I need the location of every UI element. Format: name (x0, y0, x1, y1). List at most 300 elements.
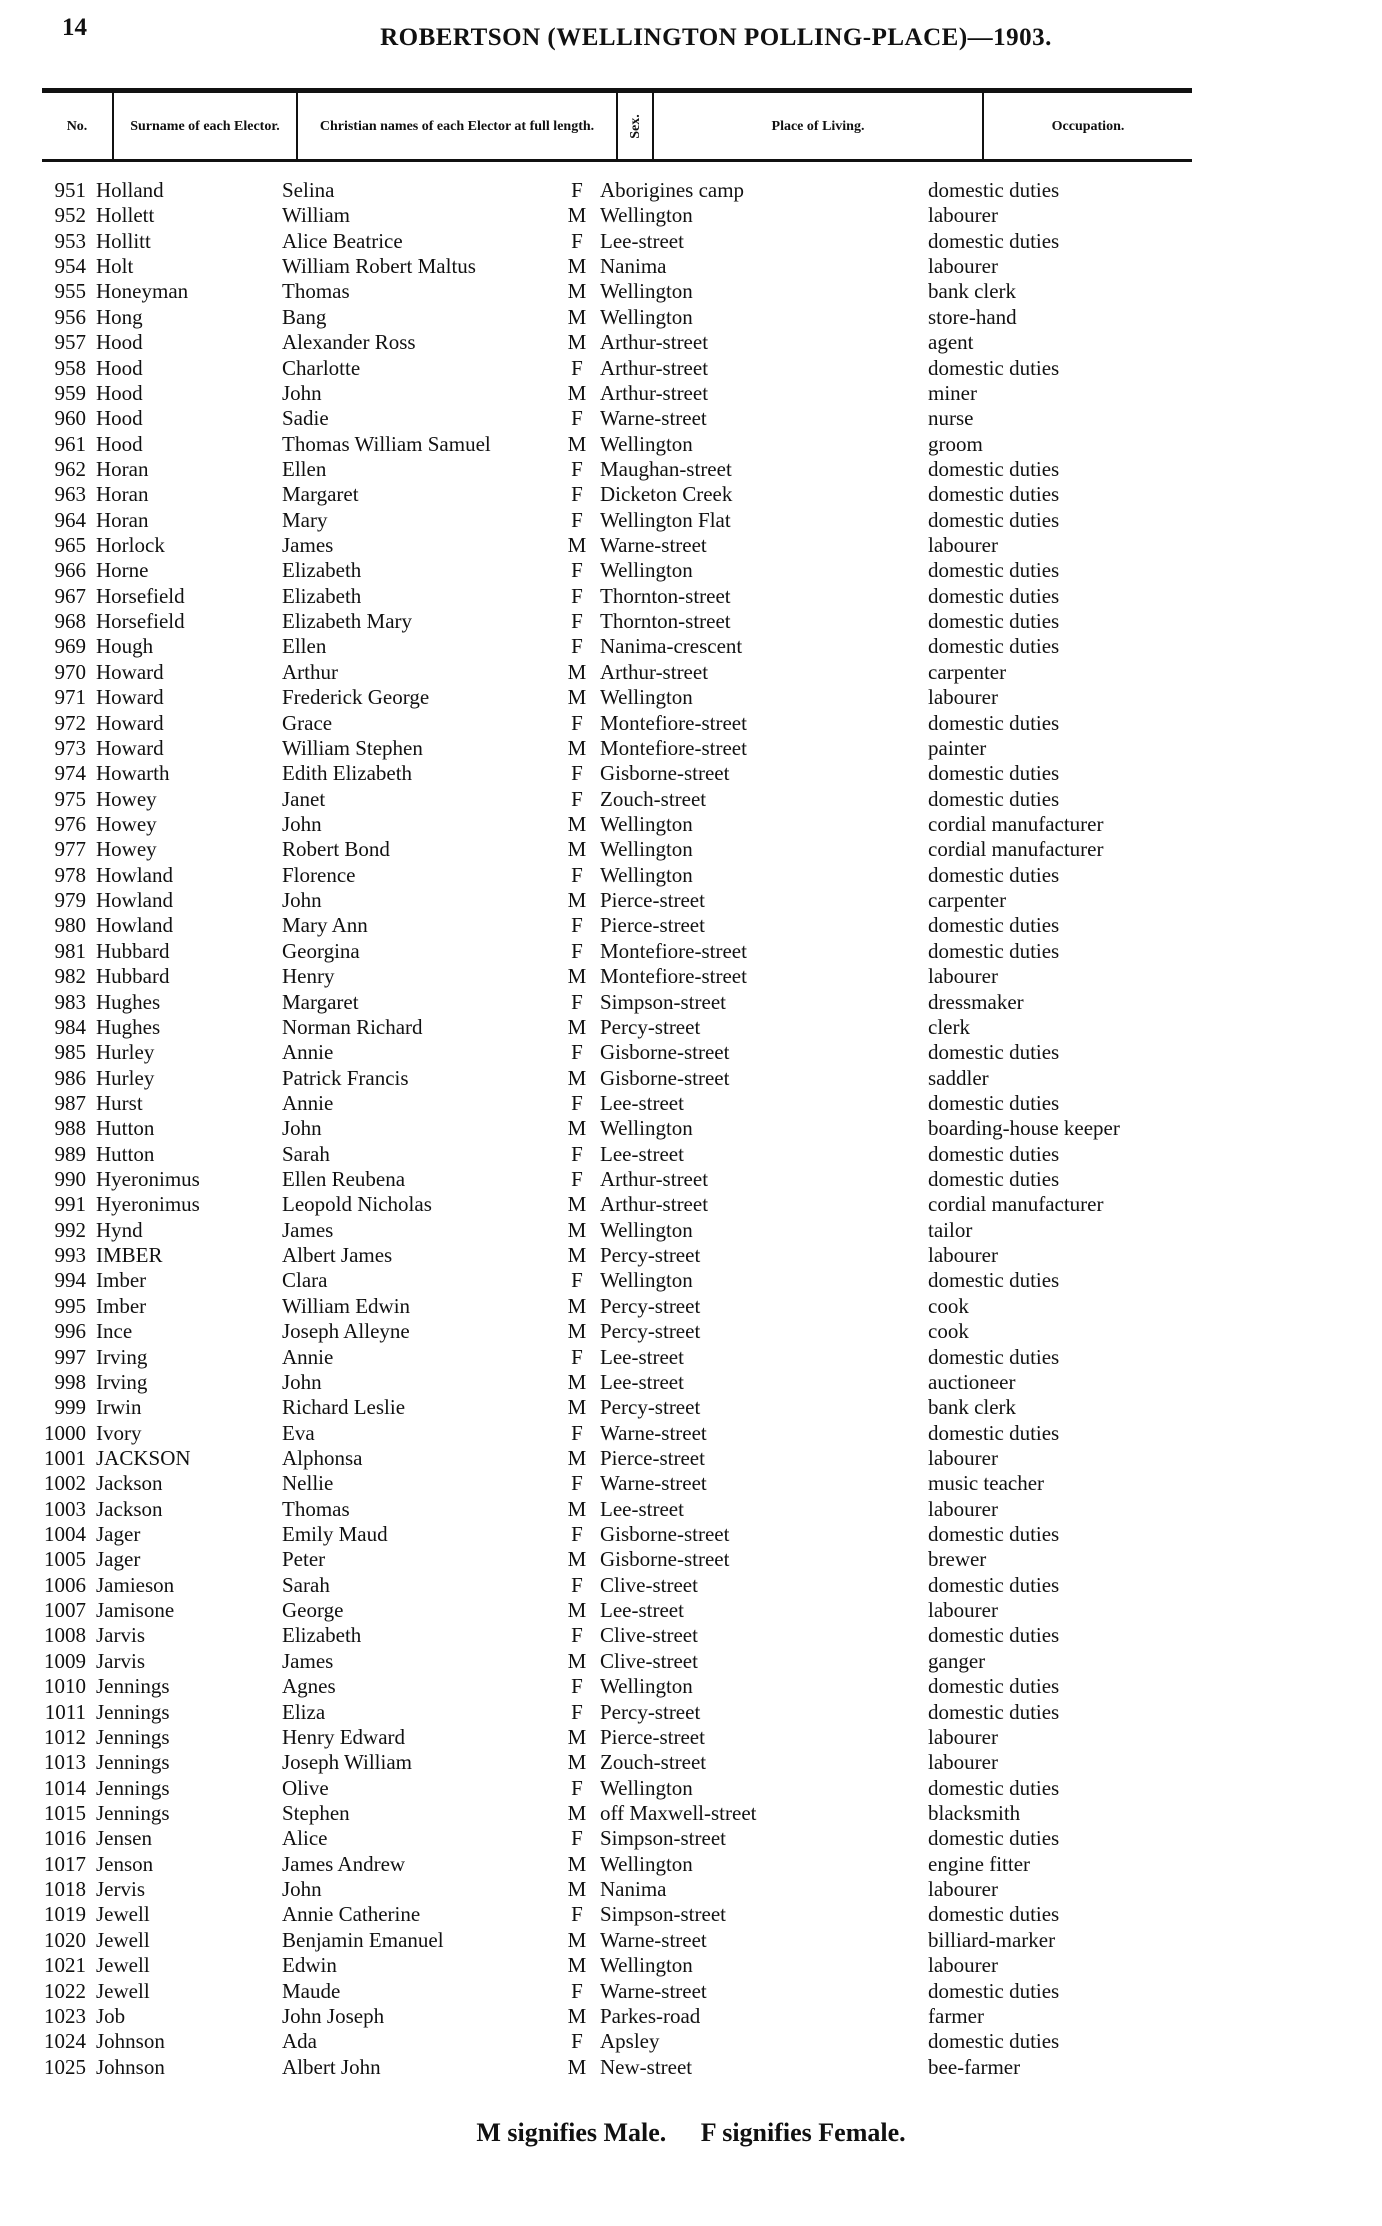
elector-number: 1011 (44, 1699, 86, 1724)
elector-sex: F (571, 558, 583, 583)
elector-occupation: carpenter (928, 659, 1007, 684)
elector-surname: IMBER (96, 1243, 163, 1268)
table-row (0, 1345, 1382, 1370)
elector-place: Wellington (600, 304, 693, 329)
elector-christian-names: Annie (282, 1090, 334, 1115)
elector-place: Gisborne-street (600, 1522, 730, 1547)
elector-number: 967 (54, 583, 86, 608)
elector-number: 1008 (44, 1623, 86, 1648)
elector-place: Percy-street (600, 1319, 701, 1344)
table-row (0, 1421, 1382, 1446)
elector-sex: M (567, 1851, 587, 1876)
elector-number: 1005 (44, 1547, 86, 1572)
elector-christian-names: Mary (282, 507, 328, 532)
elector-number: 976 (54, 811, 86, 836)
elector-christian-names: Annie Catherine (282, 1902, 421, 1927)
elector-surname: Honeyman (96, 279, 189, 304)
elector-sex: M (567, 1724, 587, 1749)
elector-occupation: dressmaker (928, 989, 1024, 1014)
elector-surname: Jackson (96, 1471, 163, 1496)
elector-place: Montefiore-street (600, 938, 747, 963)
elector-surname: Jewell (96, 1902, 150, 1927)
elector-surname: Howland (96, 913, 173, 938)
elector-christian-names: Elizabeth (282, 1623, 362, 1648)
elector-number: 956 (54, 304, 86, 329)
elector-place: New-street (600, 2054, 693, 2079)
elector-place: Percy-street (600, 1699, 701, 1724)
elector-number: 970 (54, 659, 86, 684)
elector-surname: Howey (96, 786, 157, 811)
sex-legend (0, 2118, 1382, 2148)
elector-surname: Johnson (96, 2054, 165, 2079)
elector-sex: M (567, 1065, 587, 1090)
elector-sex: M (567, 431, 587, 456)
elector-surname: Howarth (96, 761, 170, 786)
elector-sex: F (571, 1623, 583, 1648)
table-row (0, 1623, 1382, 1648)
elector-place: Simpson-street (600, 1826, 726, 1851)
elector-surname: Hollett (96, 203, 155, 228)
elector-occupation: domestic duties (928, 482, 1060, 507)
elector-occupation: domestic duties (928, 355, 1060, 380)
elector-sex: M (567, 888, 587, 913)
elector-sex: F (571, 482, 583, 507)
elector-sex: M (567, 279, 587, 304)
table-row (0, 1091, 1382, 1116)
elector-place: Wellington (600, 1953, 693, 1978)
elector-christian-names: Henry Edward (282, 1724, 406, 1749)
elector-sex: M (567, 1243, 587, 1268)
elector-occupation: domestic duties (928, 1826, 1060, 1851)
elector-christian-names: Annie (282, 1040, 334, 1065)
elector-surname: Hood (96, 355, 143, 380)
elector-place: Percy-street (600, 1395, 701, 1420)
elector-place: Lee-street (600, 1598, 684, 1623)
elector-occupation: domestic duties (928, 786, 1060, 811)
elector-christian-names: Sarah (282, 1141, 330, 1166)
elector-surname: Hood (96, 330, 143, 355)
elector-occupation: domestic duties (928, 1902, 1060, 1927)
elector-christian-names: James (282, 1217, 334, 1242)
elector-sex: F (571, 862, 583, 887)
elector-number: 984 (54, 1014, 86, 1039)
elector-christian-names: Edwin (282, 1953, 337, 1978)
elector-number: 1019 (44, 1902, 86, 1927)
elector-surname: Hughes (96, 1014, 161, 1039)
elector-place: Lee-street (600, 1141, 684, 1166)
elector-number: 994 (54, 1268, 86, 1293)
table-row (0, 1040, 1382, 1065)
elector-number: 985 (54, 1040, 86, 1065)
elector-surname: Jennings (96, 1750, 170, 1775)
elector-surname: Hurley (96, 1040, 155, 1065)
elector-sex: M (567, 1496, 587, 1521)
elector-christian-names: Olive (282, 1775, 329, 1800)
elector-christian-names: Alice Beatrice (282, 228, 403, 253)
table-row (0, 2004, 1382, 2029)
elector-surname: Howard (96, 735, 164, 760)
elector-christian-names: Arthur (282, 659, 338, 684)
table-row (0, 837, 1382, 862)
table-row (0, 787, 1382, 812)
elector-number: 1025 (44, 2054, 86, 2079)
elector-occupation: nurse (928, 406, 974, 431)
elector-sex: M (567, 837, 587, 862)
elector-christian-names: Ellen (282, 456, 327, 481)
elector-number: 951 (54, 178, 86, 202)
elector-place: Clive-street (600, 1648, 698, 1673)
elector-number: 1004 (44, 1522, 86, 1547)
elector-occupation: cordial manufacturer (928, 1192, 1104, 1217)
elector-place: Nanima (600, 254, 667, 279)
elector-number: 1023 (44, 2003, 86, 2028)
table-row (0, 685, 1382, 710)
elector-occupation: brewer (928, 1547, 987, 1572)
table-row (0, 1471, 1382, 1496)
elector-occupation: domestic duties (928, 1141, 1060, 1166)
elector-surname: Hyeronimus (96, 1167, 200, 1192)
table-row (0, 1446, 1382, 1471)
elector-number: 999 (54, 1395, 86, 1420)
table-row (0, 279, 1382, 304)
elector-sex: M (567, 1877, 587, 1902)
elector-number: 1001 (44, 1445, 86, 1470)
elector-number: 974 (54, 761, 86, 786)
page-title: ROBERTSON (WELLINGTON POLLING-PLACE)—1903. (380, 24, 1052, 51)
elector-surname: Job (96, 2003, 126, 2028)
elector-sex: M (567, 1319, 587, 1344)
table-row (0, 1573, 1382, 1598)
elector-number: 962 (54, 456, 86, 481)
elector-surname: Imber (96, 1293, 147, 1318)
elector-christian-names: Ellen (282, 634, 327, 659)
elector-surname: Jennings (96, 1674, 170, 1699)
elector-place: Warne-street (600, 1927, 707, 1952)
table-row (0, 203, 1382, 228)
elector-place: Wellington (600, 862, 693, 887)
table-row (0, 736, 1382, 761)
elector-place: Pierce-street (600, 913, 705, 938)
table-row (0, 356, 1382, 381)
elector-place: Montefiore-street (600, 710, 747, 735)
elector-place: Lee-street (600, 1496, 684, 1521)
elector-sex: M (567, 1953, 587, 1978)
elector-occupation: miner (928, 380, 977, 405)
elector-number: 993 (54, 1243, 86, 1268)
table-row (0, 1598, 1382, 1623)
elector-sex: F (571, 1344, 583, 1369)
elector-place: Thornton-street (600, 583, 731, 608)
elector-sex: F (571, 1167, 583, 1192)
elector-number: 1006 (44, 1572, 86, 1597)
elector-number: 1003 (44, 1496, 86, 1521)
elector-occupation: cordial manufacturer (928, 811, 1104, 836)
elector-surname: Jackson (96, 1496, 163, 1521)
table-row (0, 254, 1382, 279)
elector-number: 989 (54, 1141, 86, 1166)
column-header-sex (618, 93, 654, 159)
elector-sex: F (571, 1699, 583, 1724)
elector-surname: Horan (96, 507, 149, 532)
elector-christian-names: Joseph William (282, 1750, 413, 1775)
elector-number: 953 (54, 228, 86, 253)
elector-sex: F (571, 710, 583, 735)
elector-place: Pierce-street (600, 1724, 705, 1749)
elector-surname: Hood (96, 380, 143, 405)
elector-place: Zouch-street (600, 1750, 707, 1775)
elector-christian-names: Stephen (282, 1801, 350, 1825)
elector-place: Lee-street (600, 1090, 684, 1115)
elector-occupation: music teacher (928, 1471, 1045, 1496)
elector-sex: F (571, 1522, 583, 1547)
elector-place: Gisborne-street (600, 1065, 730, 1090)
elector-christian-names: Bang (282, 304, 327, 329)
elector-place: Wellington (600, 1217, 693, 1242)
elector-number: 1016 (44, 1826, 86, 1851)
elector-christian-names: John (282, 1116, 322, 1141)
table-row (0, 1649, 1382, 1674)
table-row (0, 432, 1382, 457)
elector-list (0, 178, 1382, 2080)
elector-occupation: labourer (928, 254, 998, 279)
elector-christian-names: Alice (282, 1826, 328, 1851)
elector-sex: M (567, 1293, 587, 1318)
elector-occupation: boarding-house keeper (928, 1116, 1120, 1141)
elector-number: 1015 (44, 1801, 86, 1825)
elector-surname: Hyeronimus (96, 1192, 200, 1217)
elector-number: 1021 (44, 1953, 86, 1978)
elector-christian-names: James Andrew (282, 1851, 406, 1876)
elector-occupation: domestic duties (928, 1699, 1060, 1724)
elector-occupation: cook (928, 1319, 969, 1344)
table-row (0, 990, 1382, 1015)
elector-place: Wellington (600, 431, 693, 456)
elector-place: Maughan-street (600, 456, 732, 481)
table-row (0, 1243, 1382, 1268)
elector-sex: F (571, 634, 583, 659)
elector-sex: F (571, 989, 583, 1014)
elector-christian-names: Florence (282, 862, 356, 887)
table-row (0, 1928, 1382, 1953)
elector-occupation: bank clerk (928, 1395, 1017, 1420)
elector-number: 964 (54, 507, 86, 532)
page-number: 14 (62, 14, 87, 41)
elector-number: 981 (54, 938, 86, 963)
elector-occupation: labourer (928, 964, 998, 989)
elector-christian-names: Alexander Ross (282, 330, 416, 355)
elector-sex: F (571, 913, 583, 938)
elector-christian-names: Joseph Alleyne (282, 1319, 410, 1344)
elector-place: Aborigines camp (600, 178, 745, 202)
elector-christian-names: William Stephen (282, 735, 423, 760)
elector-occupation: domestic duties (928, 1674, 1060, 1699)
elector-surname: Horan (96, 456, 149, 481)
elector-place: Wellington (600, 279, 693, 304)
elector-place: Parkes-road (600, 2003, 701, 2028)
elector-place: Simpson-street (600, 989, 726, 1014)
elector-sex: M (567, 964, 587, 989)
elector-number: 996 (54, 1319, 86, 1344)
elector-occupation: domestic duties (928, 178, 1060, 202)
elector-place: Clive-street (600, 1623, 698, 1648)
elector-sex: M (567, 1445, 587, 1470)
table-row (0, 1750, 1382, 1775)
elector-occupation: domestic duties (928, 938, 1060, 963)
elector-place: Gisborne-street (600, 1040, 730, 1065)
elector-christian-names: Selina (282, 178, 335, 202)
elector-christian-names: Thomas (282, 279, 350, 304)
elector-sex: M (567, 2054, 587, 2079)
elector-sex: M (567, 254, 587, 279)
elector-surname: Jager (96, 1522, 141, 1547)
elector-place: Percy-street (600, 1243, 701, 1268)
elector-number: 972 (54, 710, 86, 735)
table-row (0, 634, 1382, 659)
elector-surname: Ince (96, 1319, 133, 1344)
legend-male: M signifies Male. (476, 2118, 667, 2147)
elector-sex: M (567, 1116, 587, 1141)
elector-sex: F (571, 1572, 583, 1597)
elector-number: 1024 (44, 2029, 86, 2054)
elector-number: 990 (54, 1167, 86, 1192)
elector-number: 998 (54, 1369, 86, 1394)
elector-place: Wellington Flat (600, 507, 731, 532)
elector-surname: Howey (96, 811, 157, 836)
table-row (0, 1953, 1382, 1978)
elector-occupation: labourer (928, 1243, 998, 1268)
column-header-place: Place of Living. (654, 93, 984, 159)
elector-occupation: domestic duties (928, 913, 1060, 938)
elector-number: 952 (54, 203, 86, 228)
elector-christian-names: Georgina (282, 938, 360, 963)
elector-number: 958 (54, 355, 86, 380)
elector-number: 988 (54, 1116, 86, 1141)
elector-surname: Jewell (96, 1953, 150, 1978)
column-header-sex-label: Sex. (627, 113, 643, 139)
elector-place: Wellington (600, 811, 693, 836)
elector-place: Gisborne-street (600, 761, 730, 786)
elector-christian-names: Agnes (282, 1674, 336, 1699)
elector-occupation: domestic duties (928, 761, 1060, 786)
elector-place: Simpson-street (600, 1902, 726, 1927)
elector-surname: JACKSON (96, 1445, 191, 1470)
elector-number: 971 (54, 685, 86, 710)
elector-sex: F (571, 609, 583, 634)
elector-place: Warne-street (600, 1978, 707, 2003)
table-row (0, 1877, 1382, 1902)
elector-occupation: domestic duties (928, 228, 1060, 253)
table-row (0, 1725, 1382, 1750)
elector-place: Gisborne-street (600, 1547, 730, 1572)
elector-place: Lee-street (600, 228, 684, 253)
elector-sex: F (571, 1674, 583, 1699)
elector-place: Clive-street (600, 1572, 698, 1597)
table-row (0, 1066, 1382, 1091)
elector-surname: Hurley (96, 1065, 155, 1090)
elector-place: Arthur-street (600, 330, 709, 355)
elector-surname: Jamieson (96, 1572, 175, 1597)
elector-surname: Hynd (96, 1217, 143, 1242)
elector-surname: Horlock (96, 533, 165, 558)
elector-occupation: domestic duties (928, 456, 1060, 481)
elector-occupation: blacksmith (928, 1801, 1021, 1825)
elector-place: Arthur-street (600, 380, 709, 405)
elector-sex: M (567, 1217, 587, 1242)
elector-surname: Holland (96, 178, 164, 202)
elector-sex: M (567, 1395, 587, 1420)
elector-sex: M (567, 1192, 587, 1217)
elector-surname: Jennings (96, 1801, 170, 1825)
elector-sex: M (567, 1369, 587, 1394)
elector-place: Arthur-street (600, 355, 709, 380)
table-row (0, 406, 1382, 431)
elector-place: Wellington (600, 1116, 693, 1141)
elector-sex: M (567, 1801, 587, 1825)
elector-surname: Hong (96, 304, 143, 329)
elector-occupation: domestic duties (928, 1090, 1060, 1115)
elector-sex: M (567, 203, 587, 228)
elector-christian-names: Margaret (282, 989, 359, 1014)
elector-occupation: groom (928, 431, 983, 456)
elector-occupation: domestic duties (928, 862, 1060, 887)
elector-occupation: cook (928, 1293, 969, 1318)
elector-christian-names: Elizabeth Mary (282, 609, 413, 634)
table-row (0, 2055, 1382, 2080)
elector-surname: Hutton (96, 1116, 155, 1141)
elector-christian-names: William Edwin (282, 1293, 411, 1318)
elector-sex: M (567, 533, 587, 558)
elector-sex: F (571, 1090, 583, 1115)
elector-surname: Howard (96, 685, 164, 710)
elector-number: 986 (54, 1065, 86, 1090)
column-header-occupation: Occupation. (1051, 118, 1125, 134)
table-row (0, 1294, 1382, 1319)
elector-christian-names: Albert James (282, 1243, 393, 1268)
elector-surname: Hurst (96, 1090, 143, 1115)
elector-occupation: labourer (928, 1496, 998, 1521)
elector-number: 959 (54, 380, 86, 405)
elector-christian-names: Grace (282, 710, 333, 735)
elector-place: Wellington (600, 1775, 693, 1800)
elector-number: 987 (54, 1090, 86, 1115)
elector-christian-names: John Joseph (282, 2003, 385, 2028)
elector-occupation: store-hand (928, 304, 1017, 329)
elector-number: 1020 (44, 1927, 86, 1952)
elector-sex: F (571, 1268, 583, 1293)
elector-christian-names: Robert Bond (282, 837, 390, 862)
elector-surname: Irving (96, 1344, 148, 1369)
elector-surname: Horsefield (96, 609, 185, 634)
elector-place: Wellington (600, 1674, 693, 1699)
elector-place: Thornton-street (600, 609, 731, 634)
elector-place: Wellington (600, 1268, 693, 1293)
table-row (0, 1522, 1382, 1547)
elector-christian-names: William (282, 203, 350, 228)
elector-sex: F (571, 938, 583, 963)
elector-surname: Howland (96, 862, 173, 887)
elector-sex: F (571, 1471, 583, 1496)
table-row (0, 330, 1382, 355)
elector-surname: Hood (96, 431, 143, 456)
elector-occupation: bee-farmer (928, 2054, 1021, 2079)
table-row (0, 964, 1382, 989)
elector-sex: M (567, 1927, 587, 1952)
elector-surname: Jarvis (96, 1623, 145, 1648)
elector-christian-names: Elizabeth (282, 558, 362, 583)
elector-number: 1018 (44, 1877, 86, 1902)
elector-number: 982 (54, 964, 86, 989)
table-row (0, 1547, 1382, 1572)
